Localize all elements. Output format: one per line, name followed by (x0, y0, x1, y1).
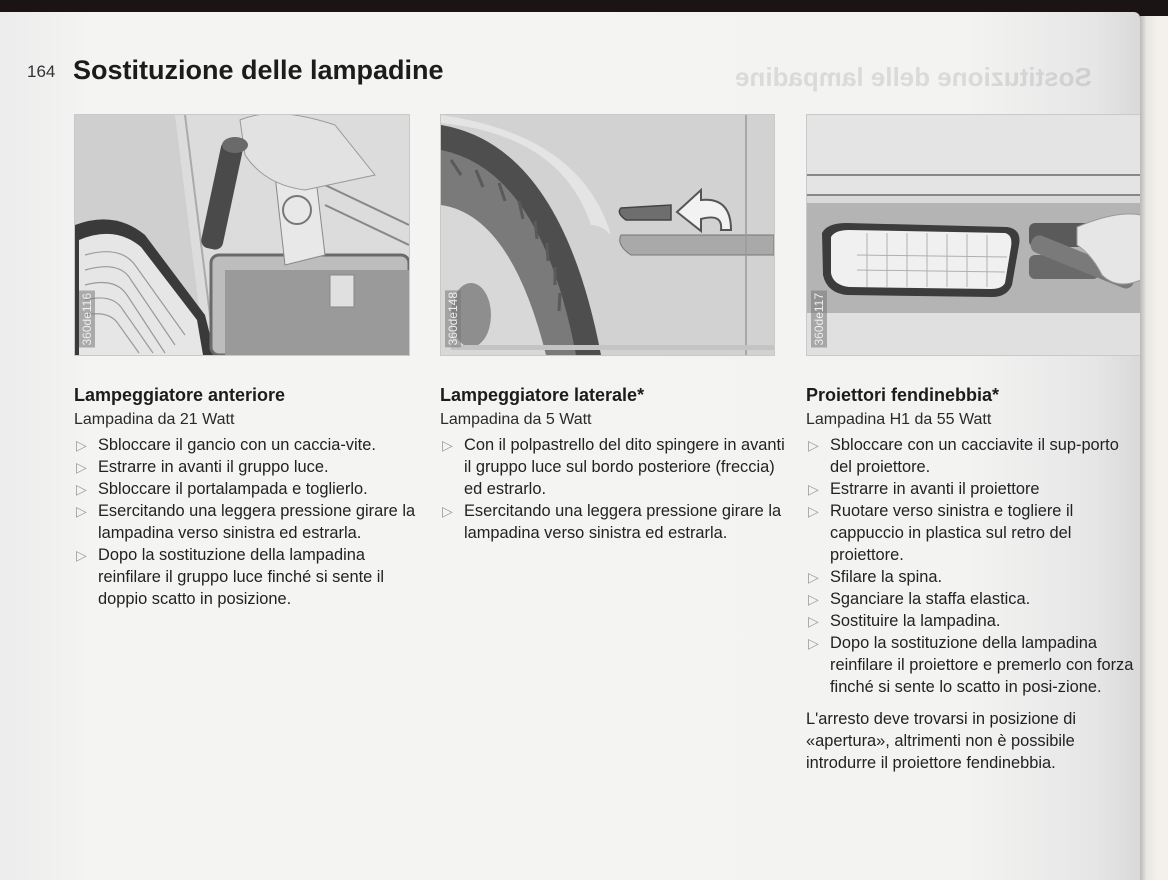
list-item (74, 456, 424, 478)
figure-front-indicator (74, 114, 410, 356)
triangle-right-icon: ▷ (808, 437, 819, 453)
step-text: Esercitando una leggera pressione girare la lampadina verso sinistra ed estrarla. (98, 502, 416, 542)
step-text: Dopo la sostituzione della lampadina reinfilare il gruppo luce finché si sente il doppio scatto in posizione. (98, 546, 385, 608)
step-text: Sbloccare il gancio con un caccia-vite. (98, 436, 376, 454)
bulb-spec: Lampadina H1 da 55 Watt (806, 411, 992, 428)
triangle-right-icon: ▷ (808, 613, 819, 629)
section-front-indicator (74, 384, 424, 610)
front-indicator-illustration (75, 115, 409, 355)
step-text: Con il polpastrello del dito spingere in avanti il gruppo luce sul bordo posteriore (freccia) ed estrarlo. (464, 436, 785, 498)
list-item (74, 434, 424, 456)
note-text: L'arresto deve trovarsi in posizione di «apertura», altrimenti non è possibile introdurre il proiettore fendinebbia. (806, 710, 1077, 772)
page-title: Sostituzione delle lampadine (73, 55, 444, 85)
triangle-right-icon: ▷ (76, 459, 87, 475)
list-item (806, 588, 1136, 610)
page-number: 164 (27, 62, 56, 81)
list-item (806, 478, 1136, 500)
show-through-text: Sostituzione delle lampadine (735, 62, 1092, 92)
list-item (806, 500, 1136, 566)
step-text: Estrarre in avanti il proiettore (830, 480, 1040, 498)
triangle-right-icon: ▷ (808, 481, 819, 497)
section-heading: Lampeggiatore anteriore (74, 385, 286, 405)
triangle-right-icon: ▷ (76, 547, 87, 563)
fog-lamp-illustration (807, 115, 1141, 355)
step-text: Estrarre in avanti il gruppo luce. (98, 458, 329, 476)
figure-label: 360de117 (812, 292, 826, 345)
triangle-right-icon: ▷ (76, 437, 87, 453)
section-fog-lamps (806, 384, 1136, 774)
figure-label: 360de148 (446, 291, 460, 345)
triangle-right-icon: ▷ (808, 503, 819, 519)
triangle-right-icon: ▷ (808, 569, 819, 585)
figure-side-indicator (440, 114, 775, 356)
bulb-spec: Lampadina da 5 Watt (440, 411, 592, 428)
section-side-indicator (440, 384, 790, 544)
section-heading: Proiettori fendinebbia* (806, 385, 1000, 405)
triangle-right-icon: ▷ (808, 635, 819, 651)
list-item (806, 434, 1136, 478)
step-text: Sfilare la spina. (830, 568, 943, 586)
triangle-right-icon: ▷ (808, 591, 819, 607)
section-heading: Lampeggiatore laterale* (440, 385, 645, 405)
triangle-right-icon: ▷ (76, 503, 87, 519)
figure-fog-lamp (806, 114, 1141, 356)
steps-list (74, 434, 424, 610)
list-item (806, 566, 1136, 588)
side-indicator-illustration (441, 115, 774, 355)
step-text: Esercitando una leggera pressione girare la lampadina verso sinistra ed estrarla. (464, 502, 782, 542)
list-item (440, 500, 790, 544)
step-text: Sbloccare il portalampada e toglierlo. (98, 480, 368, 498)
triangle-right-icon: ▷ (76, 481, 87, 497)
figure-label: 360de116 (80, 292, 94, 345)
list-item (74, 544, 424, 610)
step-text: Ruotare verso sinistra e togliere il cappuccio in plastica sul retro del proiettore. (830, 502, 1074, 564)
list-item (806, 632, 1136, 698)
triangle-right-icon: ▷ (442, 503, 453, 519)
step-text: Dopo la sostituzione della lampadina reinfilare il proiettore e premerlo con forza finché si sente lo scatto in posi-zione. (830, 634, 1134, 696)
step-text: Sganciare la staffa elastica. (830, 590, 1031, 608)
steps-list (806, 434, 1136, 698)
list-item (74, 478, 424, 500)
bulb-spec: Lampadina da 21 Watt (74, 411, 235, 428)
list-item (74, 500, 424, 544)
page-edge (1140, 16, 1156, 880)
steps-list (440, 434, 790, 544)
manual-page (0, 12, 1140, 880)
list-item (806, 610, 1136, 632)
list-item (440, 434, 790, 500)
next-page-edge (1156, 16, 1168, 880)
triangle-right-icon: ▷ (442, 437, 453, 453)
step-text: Sbloccare con un cacciavite il sup-porto del proiettore. (830, 436, 1119, 476)
step-text: Sostituire la lampadina. (830, 612, 1001, 630)
